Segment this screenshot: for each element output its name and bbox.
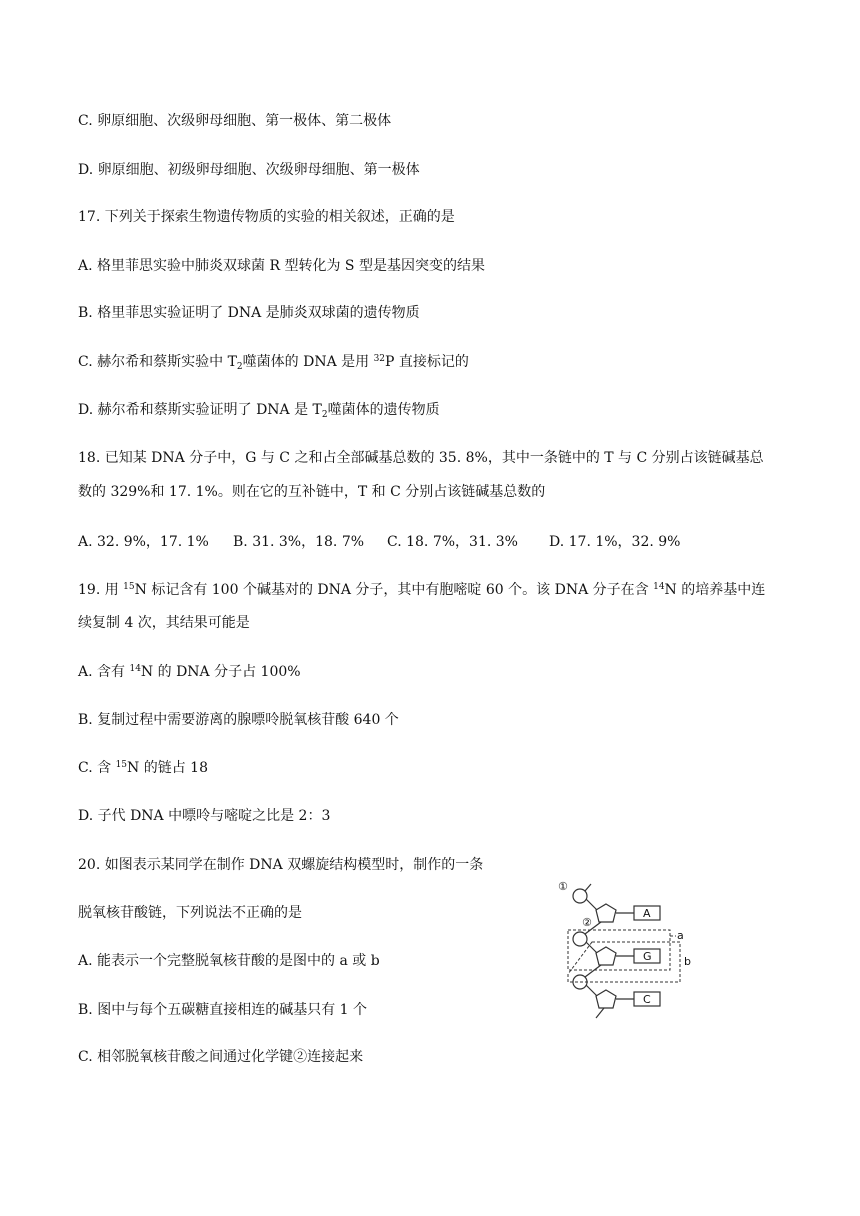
q18-option-a: A. 32. 9%，17. 1% [78, 534, 209, 550]
q20-option-a: A. 能表示一个完整脱氧核苷酸的是图中的 a 或 b [78, 953, 380, 969]
q20-stem-line1: 20. 如图表示某同学在制作 DNA 双螺旋结构模型时，制作的一条 [78, 857, 484, 873]
q19-stem-line1: 19. 用 $^{15}$N 标记含有 100 个碱基对的 DNA 分子，其中有胞嘧啶 60 个。该 DNA 分子在含 $^{14}$N 的培养基中连 [78, 582, 766, 598]
q18-stem-line2: 数的 329%和 17. 1%。则在它的互补链中，T 和 C 分别占该链碱基总数的 [78, 484, 546, 500]
q17-stem: 17. 下列关于探索生物遗传物质的实验的相关叙述，正确的是 [78, 209, 455, 225]
q18-option-c: C. 18. 7%，31. 3% [387, 534, 518, 550]
q18-option-d: D. 17. 1%，32. 9% [549, 534, 681, 550]
q18-options [78, 532, 778, 552]
phosphate-1 [573, 889, 587, 903]
q19-stem-line2: 续复制 4 次，其结果可能是 [78, 615, 250, 631]
marker-1: ① [558, 880, 568, 893]
q17-option-a: A. 格里菲思实验中肺炎双球菌 R 型转化为 S 型是基因突变的结果 [78, 258, 485, 274]
marker-2: ② [582, 916, 592, 929]
sugar-1 [596, 904, 616, 922]
q19-option-a: A. 含有 $^{14}$N 的 DNA 分子占 100% [78, 664, 301, 680]
q19-option-c: C. 含 $^{15}$N 的链占 18 [78, 760, 208, 776]
sugar-2 [596, 947, 616, 965]
base-1-label: A [643, 907, 651, 920]
q18-option-b: B. 31. 3%，18. 7% [233, 534, 365, 550]
phosphate-2 [573, 932, 587, 946]
q16-option-c: C. 卵原细胞、次级卵母细胞、第一极体、第二极体 [78, 113, 392, 129]
nucleotide-chain-figure [556, 876, 706, 1028]
q20-option-c: C. 相邻脱氧核苷酸之间通过化学键②连接起来 [78, 1049, 364, 1065]
q19-option-d: D. 子代 DNA 中嘌呤与嘧啶之比是 2：3 [78, 808, 331, 824]
q17-option-c: C. 赫尔希和蔡斯实验中 $T_2$噬菌体的 DNA 是用 $^{32}$P 直接标记的 [78, 354, 469, 372]
base-3-label: C [643, 993, 651, 1006]
q20-stem-line2: 脱氧核苷酸链，下列说法不正确的是 [78, 905, 302, 921]
sugar-3 [596, 990, 616, 1008]
q17-option-d: D. 赫尔希和蔡斯实验证明了 DNA 是 $T_2$噬菌体的遗传物质 [78, 402, 440, 420]
label-b: b [684, 955, 691, 968]
box-b [568, 942, 680, 982]
q20-option-b: B. 图中与每个五碳糖直接相连的碱基只有 1 个 [78, 1002, 367, 1018]
box-a [568, 930, 670, 970]
q18-stem-line1: 18. 已知某 DNA 分子中，G 与 C 之和占全部碱基总数的 35. 8%，其中一条链中的 T 与 C 分别占该链碱基总 [78, 450, 764, 466]
q19-option-b: B. 复制过程中需要游离的腺嘌呤脱氧核苷酸 640 个 [78, 712, 399, 728]
base-2-label: G [643, 950, 652, 963]
q16-option-d: D. 卵原细胞、初级卵母细胞、次级卵母细胞、第一极体 [78, 162, 420, 178]
label-a: a [677, 929, 684, 942]
q17-option-b: B. 格里菲思实验证明了 DNA 是肺炎双球菌的遗传物质 [78, 305, 420, 321]
